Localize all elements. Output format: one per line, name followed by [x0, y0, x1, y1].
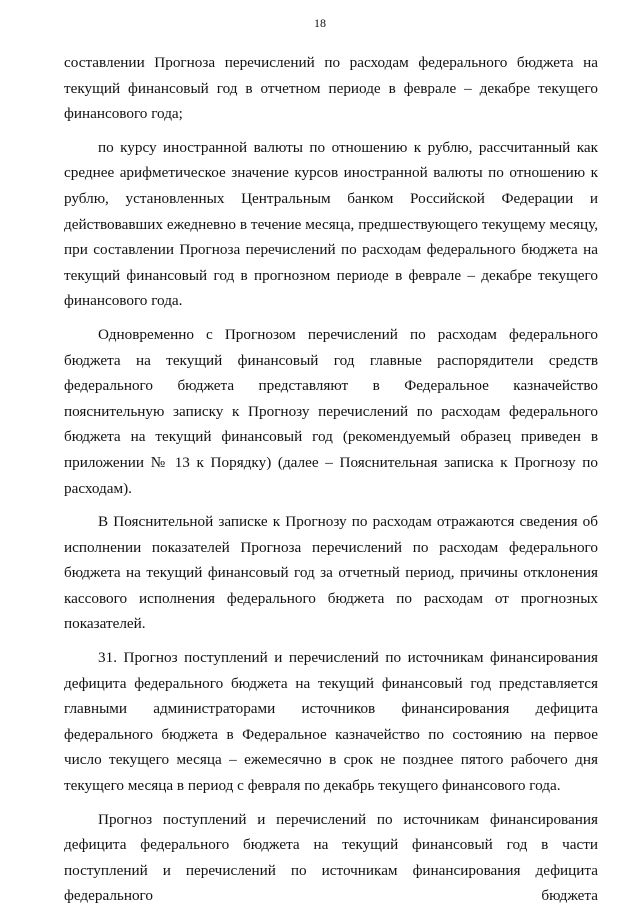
paragraph-explanatory-note: Одновременно с Прогнозом перечислений по расходам федерального бюджета на текущий финансовый год главные распорядители средств федерального бюджета представляют в Федеральное казначейство пояснительную записку к Прогнозу перечислений по расходам федерального бюджета на текущий финансовый год (рекомендуемый образец приведен в приложении № 13 к Порядку) (далее – Пояснительная записка к Прогнозу по расходам).: [64, 325, 598, 497]
paragraph-sources-forecast: Прогноз поступлений и перечислений по источникам финансирования дефицита федерального бюджета на текущий финансовый год в части поступлений и перечислений по источникам финансирования дефицита федерального бюджета: [64, 810, 598, 905]
paragraph-note-contents: В Пояснительной записке к Прогнозу по расходам отражаются сведения об исполнении показателей Прогноза перечислений по расходам федерального бюджета на текущий финансовый год за отчетный период, причины отклонения кассового исполнения федерального бюджета по расходам от прогнозных показателей.: [64, 513, 598, 633]
paragraph-item-31: 31. Прогноз поступлений и перечислений по источникам финансирования дефицита федерального бюджета на текущий финансовый год представляется главными администраторами источников финансирования дефицита федерального бюджета в Федеральное казначейство по состоянию на первое число текущего месяца – ежемесячно в срок не позднее пятого рабочего дня текущего месяца в период с февраля по декабрь текущего финансового года.: [64, 649, 598, 795]
paragraph-exchange-rate: по курсу иностранной валюты по отношению к рублю, рассчитанный как среднее арифметическое значение курсов иностранной валюты по отношению к рублю, установленных Центральным банком Российской Федерации и действовавших ежедневно в течение месяца, предшествующего текущему месяцу, при составлении Прогноза перечислений по расходам федерального бюджета на текущий финансовый год в прогнозном периоде в феврале – декабре текущего финансового года.: [64, 138, 598, 310]
paragraph-continuation: составлении Прогноза перечислений по расходам федерального бюджета на текущий финансовый год в отчетном периоде в феврале – декабре текущего финансового года;: [64, 54, 598, 123]
document-body: [64, 50, 598, 909]
page-number: 18: [314, 16, 326, 30]
